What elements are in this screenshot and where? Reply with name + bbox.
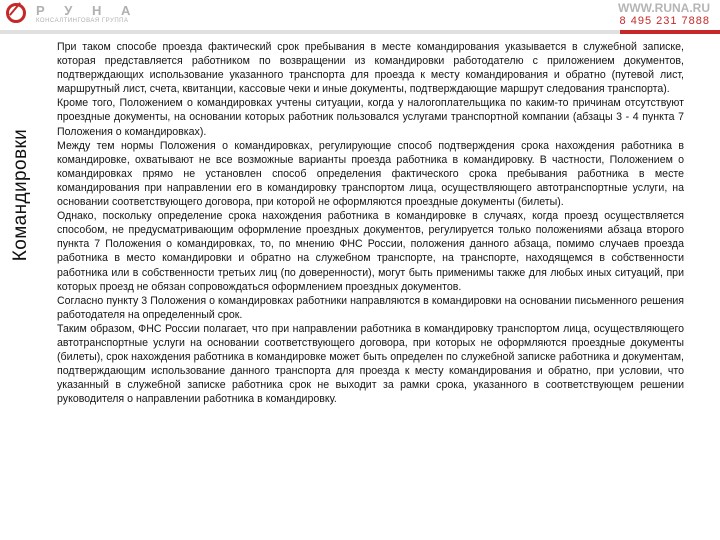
paragraph: Согласно пункту 3 Положения о командировках работники направляются в командировки на основании письменного решения работодателя на определенный срок. xyxy=(57,294,684,321)
paragraph: Кроме того, Положением о командировках учтены ситуации, когда у налогоплательщика по каким-то причинам отсутствуют проездные документы, на основании которых работник пользовался услугами транспортной компании (абзацы 3 - 4 пункта 7 Положения о командировках). xyxy=(57,97,684,138)
logo-name: Р У Н А xyxy=(36,3,139,18)
slide-body xyxy=(57,40,684,406)
page-header xyxy=(0,0,720,36)
logo-icon xyxy=(6,3,26,23)
site-url: WWW.RUNA.RU xyxy=(618,1,710,15)
header-divider xyxy=(0,30,720,34)
paragraph: Таким образом, ФНС России полагает, что при направлении работника в командировку транспортом лица, осуществляющего автотранспортные услуги на основании соответствующего договора, при которых не оформляются проездные документы (билеты), срок нахождения работника в командировке может быть определен по служебной записке работника и документам, подтверждающим использование данного транспорта для проезда к месту командирования и обратно, при условии, что указанный в служебной записке работника срок не выходит за рамки срока, указанного в соответствующем решении руководителя о направлении работника в командировку. xyxy=(57,322,684,406)
logo-subtitle: КОНСАЛТИНГОВАЯ ГРУППА xyxy=(36,18,129,24)
paragraph: При таком способе проезда фактический срок пребывания в месте командирования указывается в служебной записке, которая представляется работником по возвращении из командировки работодателю с приложением документов, подтверждающих использование указанного транспорта для проезда к месту командирования и обратно (путевой лист, маршрутный лист, счета, квитанции, кассовые чеки и иные документы, подтверждающие маршрут следования транспорта). xyxy=(57,41,684,96)
paragraph: Между тем нормы Положения о командировках, регулирующие способ подтверждения срока нахождения работника в командировке, охватывают не все возможные варианты проезда работника в командировку. В частности, Положением о командировках прямо не установлен способ определения фактического срока пребывания работника в месте командирования при направлении его в командировку транспортом лица, осуществляющего автотранспортные услуги, на основании соответствующего договора, при которой не оформляются проездные документы (билеты). xyxy=(57,139,684,209)
slide-title: Командировки xyxy=(10,128,31,262)
paragraph: Однако, поскольку определение срока нахождения работника в командировке в случаях, когда проезд осуществляется способом, не предусматривающим оформление проездных документов, регулируется только положениями абзаца второго пункта 7 Положения о командировках, то, по мнению ФНС России, положения данного абзаца, помимо случаев проезда работника в место командировки и обратно на служебном транспорте, на транспорте, находящемся в собственности работника или в собственности третьих лиц (по доверенности), могут быть применимы также для любых иных ситуаций, при которых проезд не обязан сопровождаться оформлением проездных документов. xyxy=(57,210,684,293)
phone-number: 8 495 231 7888 xyxy=(619,15,710,27)
